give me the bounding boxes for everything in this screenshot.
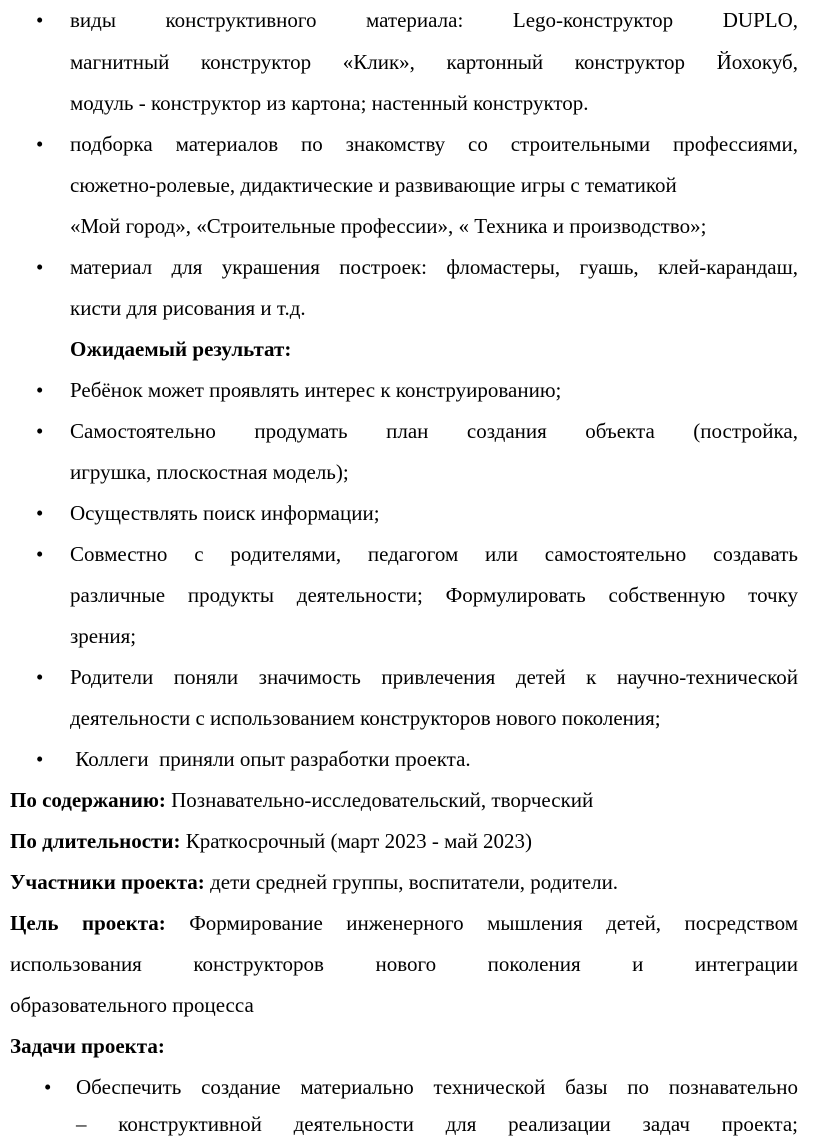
content-value: Познавательно-исследовательский, творческий: [165, 788, 594, 812]
list1-item2-line1: подборка материалов по знакомству со строительными профессиями,: [70, 132, 798, 156]
bullet: •: [36, 501, 44, 525]
list2-item4-line2: различные продукты деятельности; Формулировать собственную точку: [70, 583, 798, 607]
list2-item4-line1: Совместно с родителями, педагогом или самостоятельно создавать: [70, 542, 798, 566]
list1-item1-line1: виды конструктивного материала: Lego-конструктор DUPLO,: [70, 8, 798, 32]
goal-value-1: Формирование инженерного мышления детей, посредством: [165, 911, 798, 935]
duration-row: [10, 827, 532, 855]
tasks-heading: Задачи проекта:: [10, 1034, 165, 1058]
task1-line1: Обеспечить создание материально технической базы по познавательно: [76, 1075, 798, 1099]
duration-label: По длительности:: [10, 829, 181, 853]
list2-item5-line1: Родители поняли значимость привлечения детей к научно-технической: [70, 665, 798, 689]
list1-item2-line3: «Мой город», «Строительные профессии», « Техника и производство»;: [70, 214, 707, 238]
list2-item2-line2: игрушка, плоскостная модель);: [70, 460, 349, 484]
bullet: •: [36, 419, 44, 443]
duration-value: Краткосрочный (март 2023 - май 2023): [180, 829, 533, 853]
bullet: •: [36, 378, 44, 402]
goal-row-line1: [10, 909, 798, 937]
participants-value: дети средней группы, воспитатели, родители.: [204, 870, 619, 894]
list2-item6: Коллеги приняли опыт разработки проекта.: [70, 747, 471, 771]
content-row: [10, 786, 593, 814]
list1-item2-line2: сюжетно-ролевые, дидактические и развивающие игры с тематикой: [70, 173, 677, 197]
bullet: •: [36, 132, 44, 156]
bullet: •: [36, 665, 44, 689]
list2-item1: Ребёнок может проявлять интерес к конструированию;: [70, 378, 562, 402]
list1-item1-line3: модуль - конструктор из картона; настенный конструктор.: [70, 91, 589, 115]
content-label: По содержанию:: [10, 788, 166, 812]
list1-item3-line2: кисти для рисования и т.д.: [70, 296, 306, 320]
list2-item3: Осуществлять поиск информации;: [70, 501, 380, 525]
participants-row: [10, 868, 618, 896]
list1-item1-line2: магнитный конструктор «Клик», картонный конструктор Йохокуб,: [70, 50, 798, 74]
goal-row-line3: образовательного процесса: [10, 993, 254, 1017]
bullet: •: [36, 747, 44, 771]
list1-item3-line1: материал для украшения построек: фломастеры, гуашь, клей-карандаш,: [70, 255, 798, 279]
list2-item2-line1: Самостоятельно продумать план создания объекта (постройка,: [70, 419, 798, 443]
bullet: •: [36, 255, 44, 279]
task1-line2: – конструктивной деятельности для реализации задач проекта;: [76, 1112, 798, 1136]
expected-result-heading: Ожидаемый результат:: [70, 337, 292, 361]
participants-label: Участники проекта:: [10, 870, 205, 894]
goal-label: Цель проекта:: [10, 911, 166, 935]
list2-item5-line2: деятельности с использованием конструкторов нового поколения;: [70, 706, 661, 730]
bullet: •: [44, 1075, 52, 1099]
goal-row-line2: использования конструкторов нового поколения и интеграции: [10, 952, 798, 976]
list2-item4-line3: зрения;: [70, 624, 137, 648]
bullet: •: [36, 8, 44, 32]
bullet: •: [36, 542, 44, 566]
